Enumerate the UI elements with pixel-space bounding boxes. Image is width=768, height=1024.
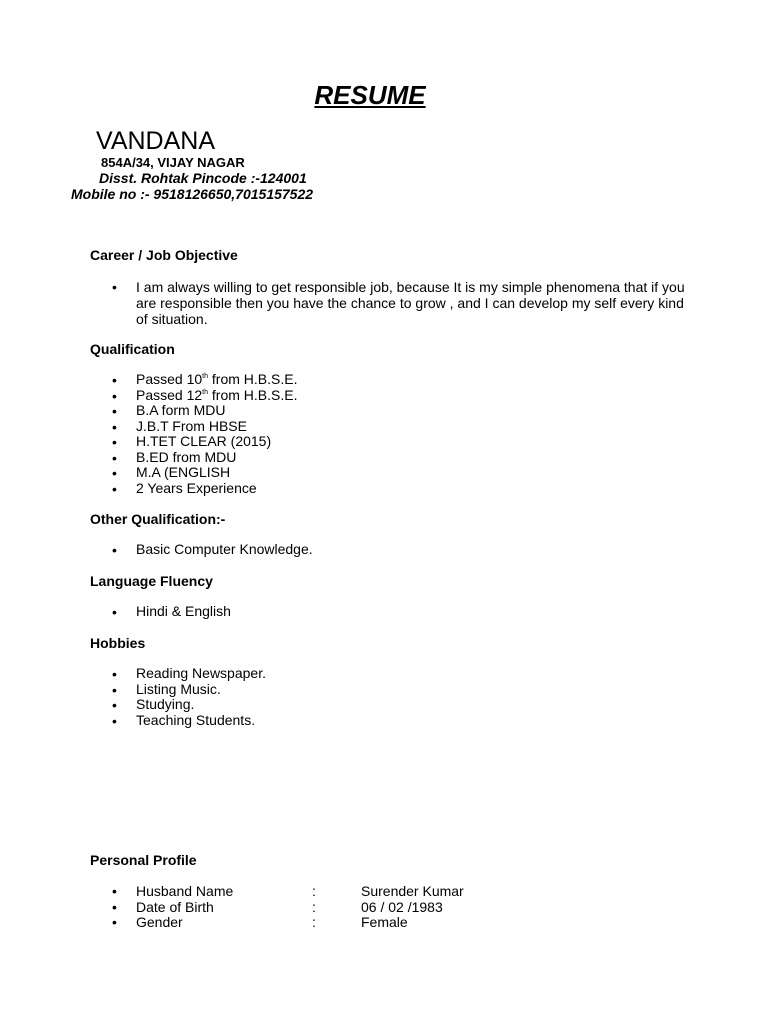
profile-value: Female xyxy=(361,914,408,930)
qualification-heading: Qualification xyxy=(90,341,175,357)
address-line-2: Disst. Rohtak Pincode :-124001 xyxy=(99,170,307,186)
bullet: • xyxy=(112,542,117,558)
profile-label: Husband Name xyxy=(136,883,234,899)
bullet: • xyxy=(112,883,117,899)
language-fluency-heading: Language Fluency xyxy=(90,573,213,589)
career-objective-text: I am always willing to get responsible job, because It is my simple phenomena that if you are responsible then you have the chance to grow , and I can develop my self every kind of situation. xyxy=(136,279,685,327)
hobby-item: Reading Newspaper. xyxy=(136,665,266,681)
personal-profile-heading: Personal Profile xyxy=(90,852,197,868)
hobby-item: Teaching Students. xyxy=(136,711,256,728)
qualification-item: B.A form MDU xyxy=(136,402,226,418)
hobby-item: Listing Music. xyxy=(136,680,221,697)
profile-separator: : xyxy=(312,898,316,915)
applicant-name: VANDANA xyxy=(96,127,216,155)
bullet: • xyxy=(112,387,117,404)
bullet: • xyxy=(112,372,117,388)
bullet: • xyxy=(112,403,117,419)
bullet: • xyxy=(112,712,117,729)
qualification-item: M.A (ENGLISH xyxy=(136,464,231,480)
career-objective-heading: Career / Job Objective xyxy=(90,247,238,263)
qualification-item: Passed 12th from H.B.S.E. xyxy=(136,386,298,403)
qualification-item: J.B.T From HBSE xyxy=(136,417,247,434)
bullet: • xyxy=(112,480,117,497)
document-title: RESUME xyxy=(314,80,426,110)
bullet: • xyxy=(112,697,117,713)
hobby-item: Studying. xyxy=(136,696,195,712)
other-qualification-heading: Other Qualification:- xyxy=(90,511,226,527)
qualification-item: B.ED from MDU xyxy=(136,448,237,465)
bullet: • xyxy=(112,418,117,435)
mobile-number: Mobile no :- 9518126650,7015157522 xyxy=(71,186,314,202)
bullet: • xyxy=(112,434,117,450)
bullet: • xyxy=(112,465,117,481)
qualification-item: Passed 10th from H.B.S.E. xyxy=(136,371,298,387)
hobbies-heading: Hobbies xyxy=(90,635,146,651)
profile-label: Date of Birth xyxy=(136,898,214,915)
bullet: • xyxy=(112,898,117,915)
bullet: • xyxy=(112,449,117,466)
bullet: • xyxy=(112,604,117,620)
profile-label: Gender xyxy=(136,914,183,930)
bullet: • xyxy=(112,666,117,682)
profile-value: 06 / 02 /1983 xyxy=(361,898,443,915)
language-item: Hindi & English xyxy=(136,603,231,619)
profile-value: Surender Kumar xyxy=(361,883,464,899)
profile-separator: : xyxy=(312,914,316,930)
bullet: • xyxy=(112,681,117,698)
profile-separator: : xyxy=(312,883,316,899)
other-qualification-item: Basic Computer Knowledge. xyxy=(136,541,313,557)
bullet: • xyxy=(112,914,117,930)
qualification-item: 2 Years Experience xyxy=(136,479,257,496)
qualification-item: H.TET CLEAR (2015) xyxy=(136,433,272,449)
bullet: • xyxy=(112,279,117,295)
address-line-1: 854A/34, VIJAY NAGAR xyxy=(101,155,245,170)
